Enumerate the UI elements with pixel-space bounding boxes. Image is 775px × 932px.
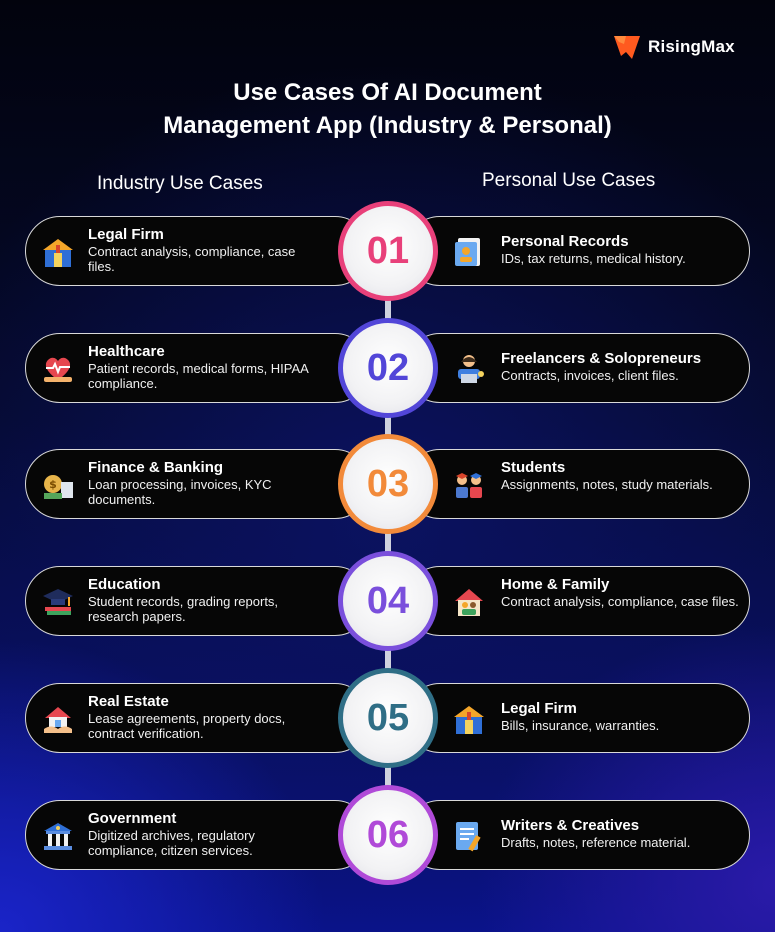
industry-card-finance-and-banking xyxy=(25,449,370,519)
industry-card-legal-firm xyxy=(25,216,370,286)
card-description: IDs, tax returns, medical history. xyxy=(501,251,686,266)
industry-card-real-estate xyxy=(25,683,370,753)
step-number-03: 03 xyxy=(338,434,438,534)
industry-column-heading: Industry Use Cases xyxy=(97,173,263,194)
card-text xyxy=(501,699,743,733)
card-text xyxy=(88,225,318,274)
personal-card-home-and-family xyxy=(405,566,750,636)
card-text xyxy=(501,575,743,609)
step-number-06: 06 xyxy=(338,785,438,885)
card-title: Real Estate xyxy=(88,693,169,710)
personal-card-freelancers-and-solopreneurs xyxy=(405,333,750,403)
card-title: Legal Firm xyxy=(88,226,164,243)
step-number-05: 05 xyxy=(338,668,438,768)
card-description: Contract analysis, compliance, case files. xyxy=(88,244,296,274)
card-title: Education xyxy=(88,576,161,593)
card-title: Healthcare xyxy=(88,343,165,360)
page-title xyxy=(0,76,775,142)
card-description: Lease agreements, property docs, contract verification. xyxy=(88,711,286,741)
card-description: Digitized archives, regulatory compliance, citizen services. xyxy=(88,828,255,858)
writer-icon xyxy=(452,819,486,853)
card-description: Contract analysis, compliance, case files. xyxy=(501,594,739,609)
government-icon xyxy=(41,819,75,853)
title-line-1: Use Cases Of AI Document xyxy=(233,79,542,106)
card-text xyxy=(88,342,318,391)
card-text xyxy=(88,809,318,858)
card-description: Student records, grading reports, research papers. xyxy=(88,594,279,624)
step-number-04: 04 xyxy=(338,551,438,651)
card-text xyxy=(88,575,318,624)
industry-card-healthcare xyxy=(25,333,370,403)
card-title: Freelancers & Solopreneurs xyxy=(501,350,702,367)
personal-card-personal-records xyxy=(405,216,750,286)
personal-card-students xyxy=(405,449,750,519)
students-icon xyxy=(452,468,486,502)
card-title: Home & Family xyxy=(501,576,610,593)
real-estate-icon xyxy=(41,702,75,736)
step-number-02: 02 xyxy=(338,318,438,418)
home-icon xyxy=(452,585,486,619)
brand-name: RisingMax xyxy=(648,37,735,56)
personal-column-heading: Personal Use Cases xyxy=(482,170,656,191)
records-icon xyxy=(452,235,486,269)
title-line-2: Management App (Industry & Personal) xyxy=(163,112,612,139)
card-title: Legal Firm xyxy=(501,700,577,717)
healthcare-icon xyxy=(41,352,75,386)
brand-logo xyxy=(612,32,735,62)
card-description: Contracts, invoices, client files. xyxy=(501,368,679,383)
card-text xyxy=(501,458,743,492)
card-text xyxy=(501,349,743,383)
finance-icon xyxy=(41,468,75,502)
card-description: Assignments, notes, study materials. xyxy=(501,477,713,492)
legal-icon xyxy=(452,702,486,736)
card-text xyxy=(501,816,743,850)
card-title: Government xyxy=(88,810,177,827)
card-title: Finance & Banking xyxy=(88,459,224,476)
card-text xyxy=(501,232,743,266)
step-number-01: 01 xyxy=(338,201,438,301)
card-description: Patient records, medical forms, HIPAA compliance. xyxy=(88,361,309,391)
card-text xyxy=(88,458,318,507)
card-description: Drafts, notes, reference material. xyxy=(501,835,691,850)
personal-card-legal-firm xyxy=(405,683,750,753)
card-description: Loan processing, invoices, KYC documents. xyxy=(88,477,272,507)
personal-card-writers-and-creatives xyxy=(405,800,750,870)
card-title: Personal Records xyxy=(501,233,629,250)
card-description: Bills, insurance, warranties. xyxy=(501,718,660,733)
industry-card-government xyxy=(25,800,370,870)
industry-card-education xyxy=(25,566,370,636)
card-title: Writers & Creatives xyxy=(501,817,640,834)
risingmax-logo-icon xyxy=(612,32,642,62)
card-text xyxy=(88,692,318,741)
freelancer-icon xyxy=(452,352,486,386)
legal-icon xyxy=(41,235,75,269)
card-title: Students xyxy=(501,459,566,476)
education-icon xyxy=(41,585,75,619)
